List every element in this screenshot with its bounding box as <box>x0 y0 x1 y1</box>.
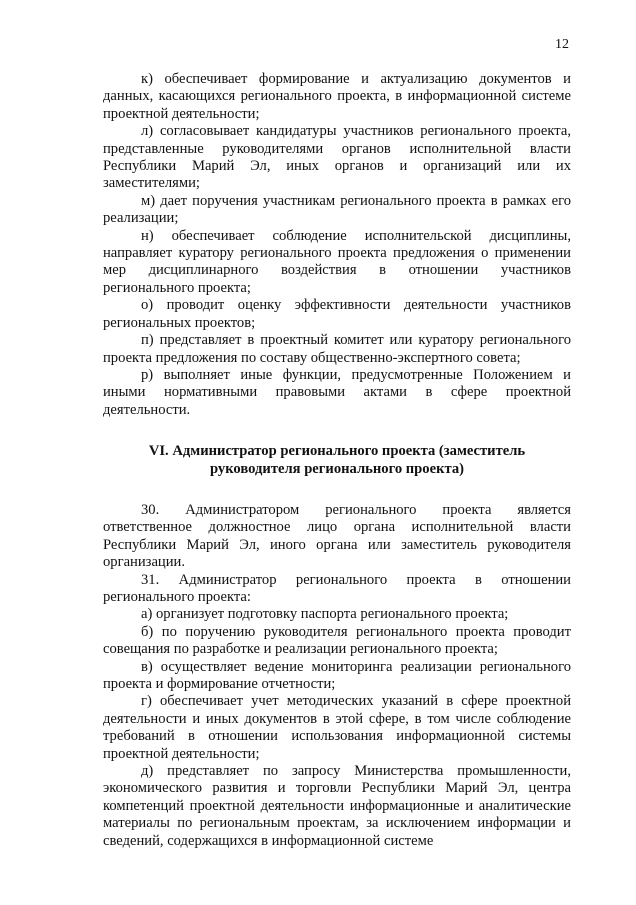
paragraph-o: о) проводит оценку эффективности деятельности участников региональных проектов; <box>103 297 571 331</box>
paragraph-r: р) выполняет иные функции, предусмотренные Положением и иными нормативными правовыми актами в сфере проектной деятельности. <box>103 366 571 418</box>
paragraph-n: н) обеспечивает соблюдение исполнительской дисциплины, направляет куратору регионального проекта предложения о применении мер дисциплинарного воздействия в отношении участников регионального проекта; <box>103 227 571 296</box>
paragraph-p: п) представляет в проектный комитет или куратору регионального проекта предложения по составу общественно-экспертного совета; <box>103 332 571 366</box>
paragraph-31: 31. Администратор регионального проекта в отношении регионального проекта: <box>103 571 571 605</box>
paragraph-m: м) дает поручения участникам регионального проекта в рамках его реализации; <box>103 192 571 227</box>
section-heading-line-2: руководителя регионального проекта) <box>210 460 464 477</box>
paragraph-v: в) осуществляет ведение мониторинга реализации регионального проекта и формирование отчетности; <box>103 658 571 692</box>
paragraph-l: л) согласовывает кандидатуры участников регионального проекта, представленные руководителями органов исполнительной власти Республики Марий Эл, иных органов и организаций или их заместителями; <box>103 123 571 192</box>
document-body <box>103 71 571 850</box>
section-heading-line-1: VI. Администратор регионального проекта (заместитель <box>148 443 526 460</box>
page-number: 12 <box>555 37 569 52</box>
section-heading <box>103 443 571 478</box>
paragraph-30: 30. Администратором регионального проекта является ответственное должностное лицо органа исполнительной власти Республики Марий Эл, иного органа или заместитель руководителя организации. <box>103 501 571 571</box>
paragraph-d: д) представляет по запросу Министерства промышленности, экономического развития и торговли Республики Марий Эл, центра компетенций проектной деятельности информационные и аналитические материалы по региональным проектам, за исключением информации и сведений, содержащихся в информационной системе <box>103 763 571 849</box>
paragraph-g: г) обеспечивает учет методических указаний в сфере проектной деятельности и иных документов в этой сфере, в том числе соблюдение требований в отношении использования информационной системы проектной деятельности; <box>103 693 571 762</box>
paragraph-k: к) обеспечивает формирование и актуализацию документов и данных, касающихся регионального проекта, в информационной системе проектной деятельности; <box>103 71 571 122</box>
paragraph-a: а) организует подготовку паспорта регионального проекта; <box>141 606 509 623</box>
paragraph-b: б) по поручению руководителя регионального проекта проводит совещания по разработке и реализации регионального проекта; <box>103 623 571 658</box>
